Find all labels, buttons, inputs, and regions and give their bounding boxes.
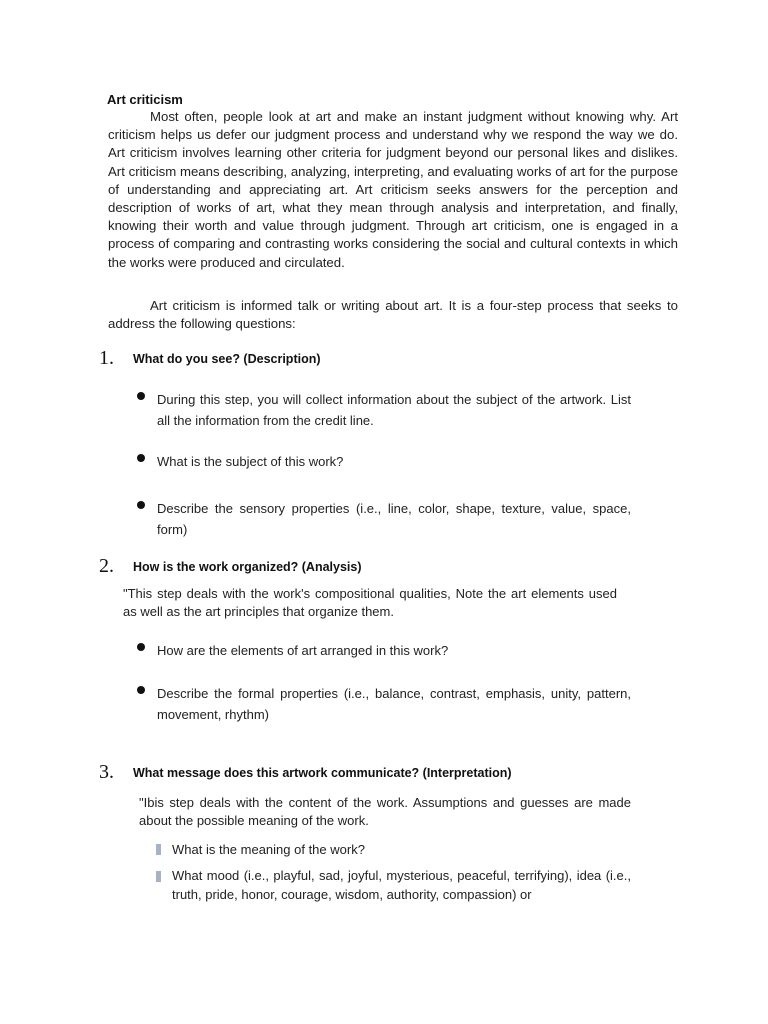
step-heading: What do you see? (Description) [133, 352, 321, 366]
bullet-icon [137, 686, 145, 694]
step-number: 3. [99, 761, 114, 783]
bullet-icon [137, 501, 145, 509]
bullet-icon [137, 392, 145, 400]
step-number: 2. [99, 555, 114, 577]
step-note: "Ibis step deals with the content of the work. Assumptions and guesses are made about the possible meaning of the work. [139, 795, 631, 828]
intro-paragraph: Most often, people look at art and make an instant judgment without knowing why. Art criticism helps us defer our judgment process and understand why we respond the way we do. Art criticism involves learning other criteria for judgment beyond our personal likes and dislikes. Art criticism means describing, analyzing, interpreting, and evaluating works of art for the purpose of understanding and appreciating art. Art criticism seeks answers for the perception and description of works of art, what they mean through analysis and interpretation, and finally, knowing their worth and value through judgment. Through art criticism, one is engaged in a process of comparing and contrasting works considering the social and cultural contexts in which the works were produced and circulated. [108, 109, 678, 270]
intro-paragraph: Art criticism is informed talk or writing about art. It is a four-step process that seeks to address the following questions: [108, 298, 678, 332]
bullet-icon [137, 454, 145, 462]
bullet-text: Describe the sensory properties (i.e., line, color, shape, texture, value, space, form) [157, 501, 631, 537]
step-note: "This step deals with the work's compositional qualities, Note the art elements used as well as the art principles that organize them. [123, 586, 617, 619]
bullet-text: During this step, you will collect information about the subject of the artwork. List all the information from the credit line. [157, 392, 631, 428]
square-bullet-icon [156, 871, 161, 882]
bullet-icon [137, 643, 145, 651]
step-heading: What message does this artwork communicate? (Interpretation) [133, 766, 512, 780]
section-title: Art criticism [107, 92, 183, 107]
bullet-text: What is the subject of this work? [157, 454, 344, 469]
square-bullet-icon [156, 844, 161, 855]
bullet-text: Describe the formal properties (i.e., balance, contrast, emphasis, unity, pattern, movement, rhythm) [157, 686, 631, 722]
step-number: 1. [99, 347, 114, 369]
bullet-text: What mood (i.e., playful, sad, joyful, mysterious, peaceful, terrifying), idea (i.e., truth, pride, honor, courage, wisdom, authority, compassion) or [172, 868, 631, 902]
bullet-text: What is the meaning of the work? [172, 842, 365, 857]
bullet-text: How are the elements of art arranged in this work? [157, 643, 449, 658]
step-heading: How is the work organized? (Analysis) [133, 560, 362, 574]
